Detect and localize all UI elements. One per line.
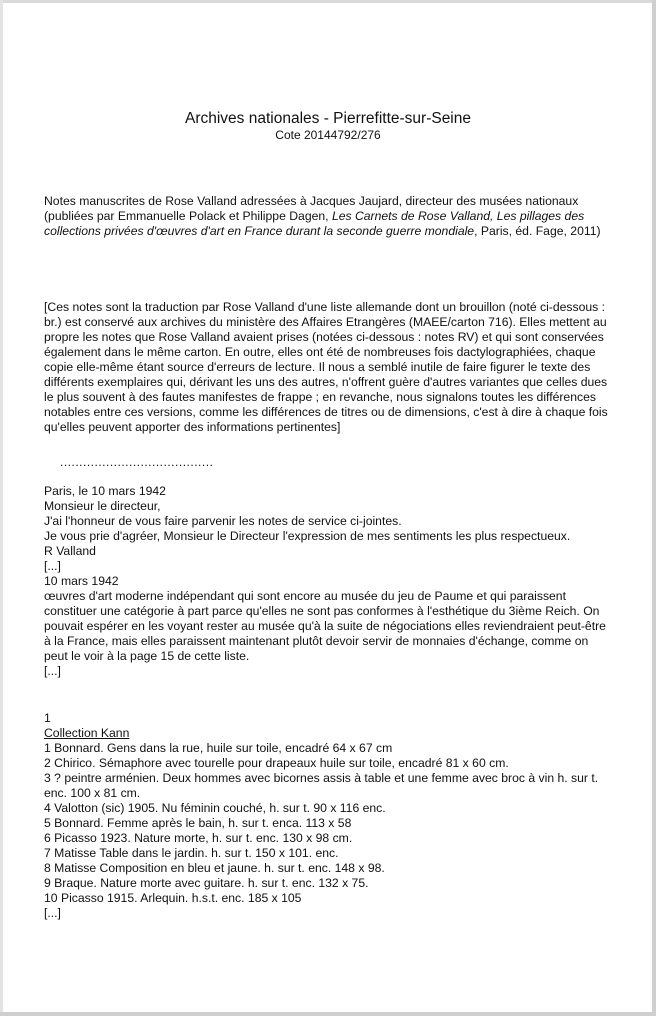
list-item: 2 Chirico. Sémaphore avec tourelle pour drapeaux huile sur toile, encadré 81 x 60 cm. [44, 756, 509, 770]
list-page-number: 1 [44, 711, 51, 725]
note-body: œuvres d'art moderne indépendant qui sont encore au musée du jeu de Paume et qui paraissent constituer une catégorie à part parce qu'elles ne sont pas conformes à l'esthétique du 3ième Reich. On pouvait espérer en les voyant rester au musée qu'à la suite de négociations elles reviendraient peut-être à la France, mais elles paraissent maintenant plutôt devoir servir de monnaies d'échange, comme on peut le voir à la page 15 de cette liste. [44, 589, 606, 663]
collection-heading: Collection Kann [44, 726, 130, 740]
list-item: 5 Bonnard. Femme après le bain, h. sur t. enca. 113 x 58 [44, 816, 352, 830]
letter-salutation: Monsieur le directeur, [44, 499, 161, 513]
letter [44, 484, 612, 679]
list-item: 7 Matisse Table dans le jardin. h. sur t. 150 x 101. enc. [44, 846, 339, 860]
list-item: 9 Braque. Nature morte avec guitare. h. sur t. enc. 132 x 75. [44, 876, 369, 890]
letter-signature: R Valland [44, 544, 96, 558]
ellipsis: [...] [44, 906, 61, 920]
list-item: 4 Valotton (sic) 1905. Nu féminin couché, h. sur t. 90 x 116 enc. [44, 801, 386, 815]
page-edge-bottom [0, 1012, 656, 1016]
intro-text: Notes manuscrites de Rose Valland adressées à Jacques Jaujard, directeur des musées nationaux (publiées par Emmanuelle Polack et Philippe Dagen, [44, 194, 579, 223]
collection-list [44, 711, 612, 921]
letter-line: J'ai l'honneur de vous faire parvenir les notes de service ci-jointes. [44, 514, 402, 528]
archive-cote: Cote 20144792/276 [275, 128, 381, 142]
intro-paragraph [44, 194, 612, 239]
list-item: 10 Picasso 1915. Arlequin. h.s.t. enc. 185 x 105 [44, 891, 302, 905]
page-title: Archives nationales - Pierrefitte-sur-Seine [184, 110, 471, 127]
book-title: Les Carnets de Rose Valland, Les pillages des collections privées d'œuvres d'art en France durant la seconde guerre mondiale [44, 209, 585, 238]
list-item: 1 Bonnard. Gens dans la rue, huile sur toile, encadré 64 x 67 cm [44, 741, 393, 755]
page-edge-top [0, 0, 656, 3]
note-date: 10 mars 1942 [44, 574, 119, 588]
page-edge-right [652, 0, 656, 1016]
intro-publication: , Paris, éd. Fage, 2011) [474, 224, 601, 238]
list-item: 3 ? peintre arménien. Deux hommes avec bicornes assis à table et une femme avec broc à vin h. sur t. enc. 100 x 81 cm. [44, 771, 599, 800]
ellipsis: [...] [44, 559, 61, 573]
editorial-note: [Ces notes sont la traduction par Rose Valland d'une liste allemande dont un brouillon (noté ci-dessous : br.) est conservé aux archives du ministère des Affaires Etrangères (MAEE/carton 716). Elles mettent au propre les notes que Rose Valland avaient prises (notées ci-dessous : notes RV) et qui sont conservées également dans le même carton. En outre, elles ont été de nombreuses fois dactylographiées, chaque copie elle-même étant source d'erreurs de lecture. Il nous a semblé inutile de faire figurer le texte des différents exemplaires qui, dérivant les uns des autres, n'offrent guère d'autres variantes que celles dues le plus souvent à des fautes manifestes de frappe ; en revanche, nous signalons toutes les différences notables entre ces versions, comme les différences de titres ou de dimensions, c'est à dire à chaque fois qu'elles peuvent apporter des informations pertinentes] [44, 300, 608, 434]
page-edge-left [0, 0, 3, 1016]
separator: ........................................ [60, 455, 214, 469]
ellipsis: [...] [44, 664, 61, 678]
letter-line: Je vous prie d'agréer, Monsieur le Directeur l'expression de mes sentiments les plus respectueux. [44, 529, 571, 543]
list-item: 8 Matisse Composition en bleu et jaune. h. sur t. enc. 148 x 98. [44, 861, 385, 875]
list-item: 6 Picasso 1923. Nature morte, h. sur t. enc. 130 x 98 cm. [44, 831, 353, 845]
letter-date: Paris, le 10 mars 1942 [44, 484, 166, 498]
